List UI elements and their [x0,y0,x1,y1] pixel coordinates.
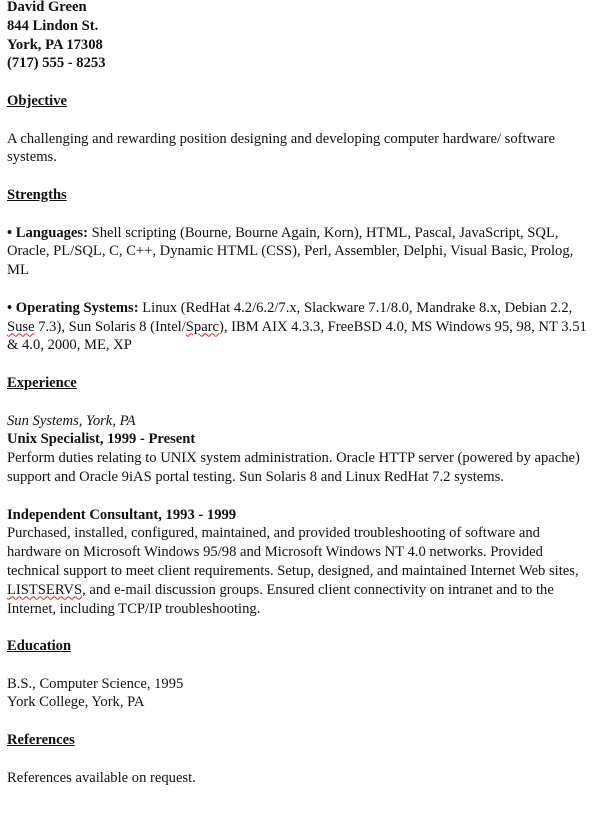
street-address: 844 Lindon St. [7,17,99,34]
spacer [7,355,587,374]
spellcheck-word-sparc: Sparc [185,318,220,335]
job2-text-part1: Purchased, installed, configured, maintained, and provided troubleshooting of software and hardware on Microsoft Windows 95/98 and Microsoft Windows NT 4.0 networks. Provided technical support to meet client requirements. Setup, designed, and maintained Internet Web sites, [7,525,579,579]
spacer [7,111,587,130]
objective-text: A challenging and rewarding position designing and developing computer hardware/ software systems. [7,130,555,166]
spacer [7,750,587,769]
spacer [7,167,587,186]
languages-text: Shell scripting (Bourne, Bourne Again, Korn), HTML, Pascal, JavaScript, SQL, Oracle, PL/SQL, C, C++, Dynamic HTML (CSS), Perl, Assembler, Delphi, Visual Basic, Prolog, ML [7,224,574,279]
languages-label: • Languages: [7,224,88,241]
spellcheck-word-suse: Suse [7,318,35,335]
contact-block [7,0,587,73]
job1-description: Perform duties relating to UNIX system administration. Oracle HTTP server (powered by apache) support and Oracle 9iAS portal testing. Sun Solaris 8 and Linux RedHat 7.2 systems. [7,450,580,485]
education-degree: B.S., Computer Science, 1995 [7,675,184,692]
os-text-part3: ), IBM AIX 4.3.3, FreeBSD 4.0, MS Windows 95, 98, NT 3.51 & 4.0, 2000, ME, XP [7,318,587,354]
job1-company: Sun Systems, York, PA [7,412,136,429]
spacer [7,205,587,224]
education-school: York College, York, PA [7,694,145,711]
job2-description [7,524,587,618]
spacer [7,618,587,637]
languages-paragraph [7,224,587,280]
job1-title: Unix Specialist, 1999 - Present [7,431,196,448]
references-heading: References [7,732,75,749]
candidate-name: David Green [7,0,87,15]
spacer [7,73,587,92]
resume-document [7,0,587,787]
spacer [7,712,587,731]
os-text-part1: Linux (RedHat 4.2/6.2/7.x, Slackware 7.1/8.0, Mandrake 8.x, Debian 2.2, [138,299,573,316]
job2-title: Independent Consultant, 1993 - 1999 [7,506,237,523]
objective-heading: Objective [7,92,67,109]
os-text-part2: 7.3), Sun Solaris 8 (Intel/ [34,318,186,335]
os-label: • Operating Systems: [7,299,139,316]
phone-number: (717) 555 - 8253 [7,55,106,72]
education-heading: Education [7,638,72,655]
spellcheck-word-listservs: LISTSERVS [7,581,83,598]
spacer [7,393,587,412]
city-state-zip: York, PA 17308 [7,36,103,53]
references-text: References available on request. [7,769,196,786]
job2-text-part2: , and e-mail discussion groups. Ensured client connectivity on intranet and to the Internet, including TCP/IP troubleshooting. [7,581,554,617]
spacer [7,656,587,675]
spacer [7,487,587,506]
os-paragraph [7,299,587,355]
strengths-heading: Strengths [7,186,67,203]
spacer [7,280,587,299]
experience-heading: Experience [7,374,77,391]
